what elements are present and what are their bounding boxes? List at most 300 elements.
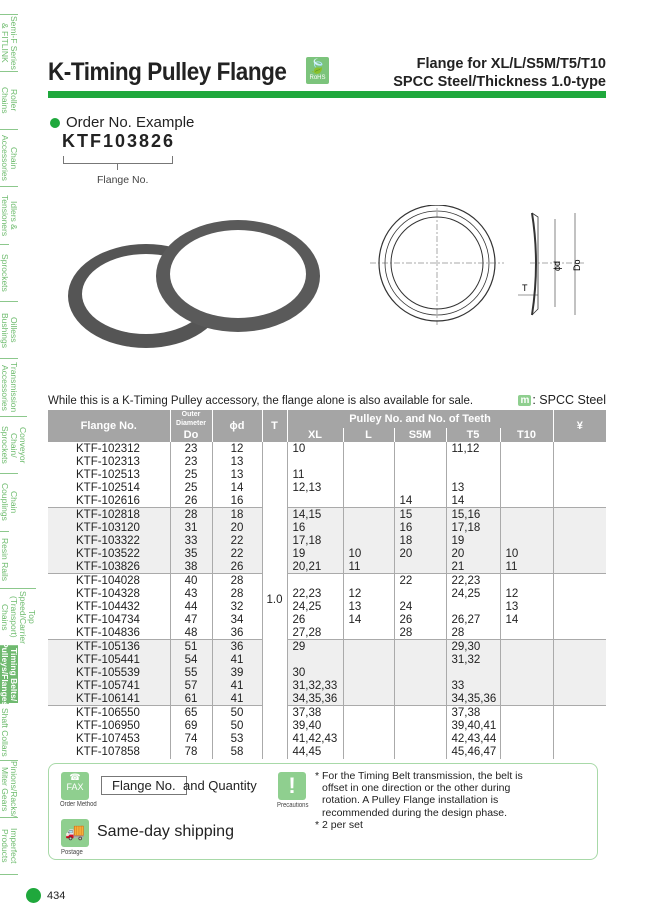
col-outer-diameter-caption: Outer Diameter <box>170 410 212 428</box>
sidebar-tab[interactable]: Conveyor Chain/ Sprockets <box>0 416 27 473</box>
precautions-label: Precautions <box>277 802 309 809</box>
cell-xl: 29 <box>287 640 343 653</box>
table-row <box>48 508 606 521</box>
cell-t10 <box>500 508 553 521</box>
cell-phi-d: 41 <box>212 693 262 706</box>
cell-t5 <box>446 666 500 679</box>
cell-price <box>553 468 606 481</box>
cell-t5: 33 <box>446 679 500 692</box>
page-number: 434 <box>47 889 66 902</box>
table-row <box>48 653 606 666</box>
cell-do: 43 <box>170 587 212 600</box>
cell-xl <box>287 495 343 508</box>
cell-xl: 41,42,43 <box>287 732 343 745</box>
cell-xl: 44,45 <box>287 745 343 758</box>
code-part-label: Flange No. <box>97 174 149 186</box>
cell-t10: 10 <box>500 548 553 561</box>
cell-xl: 22,23 <box>287 587 343 600</box>
cell-xl: 14,15 <box>287 508 343 521</box>
cell-xl <box>287 653 343 666</box>
cell-l <box>343 627 394 640</box>
cell-phi-d: 12 <box>212 442 262 455</box>
cell-price <box>553 442 606 455</box>
material-label: : SPCC Steel <box>532 393 606 407</box>
cell-flange-no: KTF-103522 <box>48 548 170 561</box>
col-price: ¥ <box>553 410 606 442</box>
page-footer <box>26 888 65 903</box>
table-row <box>48 587 606 600</box>
cell-xl <box>287 455 343 468</box>
cell-s5m: 28 <box>394 627 446 640</box>
cell-l <box>343 521 394 534</box>
cell-phi-d: 28 <box>212 574 262 587</box>
cell-flange-no: KTF-104432 <box>76 600 140 613</box>
cell-t5: 13 <box>446 482 500 495</box>
code-bracket-stem <box>117 164 118 170</box>
cell-phi-d: 22 <box>212 534 262 547</box>
cell-t10 <box>500 745 553 758</box>
cell-price <box>553 719 606 732</box>
cell-xl: 34,35,36 <box>287 693 343 706</box>
cell-t5: 31,32 <box>446 653 500 666</box>
postage-label: Postage <box>61 849 83 856</box>
sidebar-tab[interactable]: Shaft Collars <box>0 703 9 760</box>
cell-xl: 31,32,33 <box>287 679 343 692</box>
col-t: T <box>262 410 287 442</box>
cell-do: 25 <box>170 468 212 481</box>
cell-flange-no: KTF-104734 <box>76 614 140 627</box>
cell-l <box>343 693 394 706</box>
cell-price <box>553 455 606 468</box>
cell-xl: 16 <box>287 521 343 534</box>
cell-s5m <box>394 666 446 679</box>
cell-price <box>553 482 606 495</box>
cell-s5m: 15 <box>394 508 446 521</box>
cell-l: 12 <box>343 587 394 600</box>
cell-phi-d: 28 <box>212 587 262 600</box>
table-row <box>48 732 606 745</box>
cell-s5m <box>394 482 446 495</box>
cell-s5m <box>394 640 446 653</box>
cell-s5m <box>394 561 446 574</box>
cell-l <box>343 732 394 745</box>
shipping-text: Same-day shipping <box>97 823 234 840</box>
cell-t5: 15,16 <box>446 508 500 521</box>
table-row <box>48 679 606 692</box>
table-row <box>48 613 606 626</box>
cell-flange-no: KTF-106550 <box>48 706 170 719</box>
cell-l <box>343 468 394 481</box>
cell-do: 61 <box>170 693 212 706</box>
sidebar-tab[interactable]: Top Speed/Carrier (Transport) Chains <box>0 588 36 645</box>
table-row <box>48 521 606 534</box>
cell-phi-d: 20 <box>212 521 262 534</box>
cell-flange-no: KTF-102313 <box>76 455 140 468</box>
cell-t5: 45,46,47 <box>446 745 500 758</box>
cell-t10 <box>500 574 553 587</box>
cell-s5m <box>394 679 446 692</box>
cell-xl: 11 <box>287 468 343 481</box>
cell-price <box>553 640 606 653</box>
col-pulley-group: Pulley No. and No. of Teeth <box>287 410 553 428</box>
cell-do: 55 <box>170 666 212 679</box>
table-row <box>48 666 606 679</box>
subtitle-line-2: SPCC Steel/Thickness 1.0-type <box>393 74 606 90</box>
table-row <box>48 468 606 481</box>
cell-price <box>553 600 606 613</box>
cell-flange-no: KTF-105741 <box>48 679 170 692</box>
cell-phi-d: 36 <box>212 627 262 640</box>
cell-t5 <box>446 455 500 468</box>
order-example-heading <box>50 114 194 131</box>
cell-l: 10 <box>343 548 394 561</box>
cell-price <box>553 732 606 745</box>
cell-phi-d: 34 <box>212 613 262 626</box>
cell-phi-d: 36 <box>212 640 262 653</box>
cell-flange-no: KTF-102312 <box>76 442 140 455</box>
cell-s5m <box>394 442 446 455</box>
cell-phi-d: 18 <box>212 508 262 521</box>
cell-t10 <box>500 653 553 666</box>
cell-do: 78 <box>170 745 212 758</box>
sidebar-tab[interactable]: Chain Accessories <box>0 129 18 186</box>
cell-xl <box>287 574 343 587</box>
cell-t10 <box>500 666 553 679</box>
table-row <box>48 706 606 719</box>
cell-do: 47 <box>170 613 212 626</box>
cell-price <box>553 679 606 692</box>
cell-t5: 28 <box>446 627 500 640</box>
cell-flange-no: KTF-102514 <box>76 482 140 495</box>
cell-do: 26 <box>170 495 212 508</box>
cell-t5: 24,25 <box>446 587 500 600</box>
cell-phi-d: 16 <box>212 495 262 508</box>
cell-l <box>343 719 394 732</box>
cell-t10 <box>500 495 553 508</box>
cell-phi-d: 26 <box>212 561 262 574</box>
cell-l <box>343 745 394 758</box>
sidebar-tab[interactable]: Resin Rails <box>0 531 9 588</box>
col-flange-no: Flange No. <box>48 410 170 442</box>
fax-label: FAX <box>66 782 84 792</box>
cell-do: 54 <box>170 653 212 666</box>
table-row <box>48 600 606 613</box>
cell-l <box>343 508 394 521</box>
cell-t10: 13 <box>500 600 553 613</box>
precaution-note: * 2 per set <box>315 818 363 831</box>
col-s5m: S5M <box>394 428 446 442</box>
col-t5: T5 <box>446 428 500 442</box>
page-subtitle <box>393 55 606 91</box>
section-index-sidebar <box>0 14 40 875</box>
sidebar-tab[interactable]: Transmission Accessories <box>0 358 18 415</box>
cell-xl: 10 <box>287 442 343 455</box>
cell-t10 <box>500 679 553 692</box>
cell-t5: 17,18 <box>446 521 500 534</box>
cell-xl: 20,21 <box>287 561 343 574</box>
cell-do: 28 <box>170 508 212 521</box>
col-t10: T10 <box>500 428 553 442</box>
cell-s5m <box>394 693 446 706</box>
cell-l: 11 <box>343 561 394 574</box>
cell-phi-d: 39 <box>212 666 262 679</box>
order-method-label: Order Method <box>60 801 97 808</box>
sidebar-tab[interactable]: Oilless Bushings <box>0 301 18 358</box>
cell-price <box>553 613 606 626</box>
cell-l <box>343 482 394 495</box>
cell-xl: 12,13 <box>287 482 343 495</box>
cell-price <box>553 666 606 679</box>
cell-price <box>553 693 606 706</box>
cell-t10 <box>500 693 553 706</box>
cell-t10 <box>500 627 553 640</box>
title-divider <box>48 91 606 98</box>
cell-t5: 21 <box>446 561 500 574</box>
flange-ring-right <box>156 220 320 332</box>
cell-do: 23 <box>170 455 212 468</box>
precaution-note-text: 2 per set <box>322 818 363 831</box>
cell-flange-no: KTF-106950 <box>76 719 140 732</box>
col-phi-d: ϕd <box>212 410 262 442</box>
page-dot-icon <box>26 888 41 903</box>
cell-do: 23 <box>170 442 212 455</box>
cell-t: 1.0 <box>262 442 287 759</box>
cell-price <box>553 508 606 521</box>
cell-l <box>343 495 394 508</box>
cell-t10 <box>500 640 553 653</box>
table-row <box>48 442 606 455</box>
sidebar-tab[interactable]: Idlers & Tensioners <box>0 186 18 243</box>
cell-do: 51 <box>170 640 212 653</box>
order-heading-text: Order No. Example <box>66 114 195 131</box>
sidebar-tab[interactable]: Pinions/Racks/ Miter Gears <box>0 761 19 818</box>
cell-t10: 11 <box>500 561 553 574</box>
cell-price <box>553 745 606 758</box>
sidebar-tab[interactable]: Semi-F Series & FITLINK <box>0 14 18 71</box>
material-badge: m <box>520 394 530 406</box>
cell-flange-no: KTF-102513 <box>76 468 140 481</box>
do-label: Do <box>572 259 582 271</box>
cell-t10 <box>500 706 553 719</box>
cell-flange-no: KTF-106141 <box>48 693 170 706</box>
cell-do: 74 <box>170 732 212 745</box>
cell-t5: 37,38 <box>446 706 500 719</box>
rohs-badge <box>306 57 329 84</box>
table-row <box>48 640 606 653</box>
page-title: K-Timing Pulley Flange <box>48 58 287 86</box>
cell-l <box>343 679 394 692</box>
cell-flange-no: KTF-102616 <box>76 495 140 508</box>
cell-do: 40 <box>170 574 212 587</box>
cell-price <box>553 548 606 561</box>
cell-xl: 24,25 <box>287 600 343 613</box>
cell-do: 65 <box>170 706 212 719</box>
cell-flange-no: KTF-103826 <box>48 561 170 574</box>
cell-phi-d: 50 <box>212 706 262 719</box>
cell-s5m <box>394 732 446 745</box>
cell-t10 <box>500 455 553 468</box>
cell-t10 <box>500 732 553 745</box>
cell-xl: 19 <box>287 548 343 561</box>
cell-t5: 42,43,44 <box>446 732 500 745</box>
cell-xl: 30 <box>287 666 343 679</box>
cell-s5m: 22 <box>394 574 446 587</box>
cell-do: 31 <box>170 521 212 534</box>
table-row <box>48 627 606 640</box>
cell-t5: 20 <box>446 548 500 561</box>
sidebar-tab[interactable]: Timing Belts/ Pulleys/Flanges <box>0 642 19 707</box>
cell-l <box>343 534 394 547</box>
table-row <box>48 574 606 587</box>
table-row <box>48 745 606 758</box>
cell-do: 48 <box>170 627 212 640</box>
truck-icon: 🚚 <box>61 819 89 847</box>
cell-xl: 37,38 <box>287 706 343 719</box>
cell-price <box>553 574 606 587</box>
fax-icon: ☎ FAX <box>61 772 89 800</box>
cell-xl: 26 <box>287 613 343 626</box>
flange-spec-table <box>48 410 606 759</box>
cell-do: 25 <box>170 482 212 495</box>
cell-t5 <box>446 600 500 613</box>
cell-price <box>553 587 606 600</box>
col-do: Do <box>170 428 212 442</box>
cell-t5: 19 <box>446 534 500 547</box>
precaution-note-text: For the Timing Belt transmission, the belt is offset in one direction or the other during rotation. A Pulley Flange installation is recommended during the design phase. <box>322 770 523 819</box>
table-row <box>48 482 606 495</box>
sidebar-tab[interactable]: Roller Chains <box>0 71 18 128</box>
cell-t5: 29,30 <box>446 640 500 653</box>
cell-l <box>343 640 394 653</box>
cell-flange-no: KTF-105441 <box>48 653 170 666</box>
cell-flange-no: KTF-107453 <box>76 732 140 745</box>
cell-s5m: 24 <box>394 600 446 613</box>
cell-phi-d: 53 <box>212 732 262 745</box>
cell-phi-d: 41 <box>212 653 262 666</box>
cell-phi-d: 50 <box>212 719 262 732</box>
cell-s5m: 20 <box>394 548 446 561</box>
cell-t5: 26,27 <box>446 613 500 626</box>
cell-s5m <box>394 587 446 600</box>
cell-phi-d: 14 <box>212 482 262 495</box>
cell-phi-d: 32 <box>212 600 262 613</box>
cell-l <box>343 574 394 587</box>
precaution-notes <box>315 770 530 831</box>
table-row <box>48 693 606 706</box>
rohs-label: RoHS <box>309 75 326 81</box>
cell-phi-d: 58 <box>212 745 262 758</box>
material-legend <box>518 393 606 407</box>
cell-s5m <box>394 706 446 719</box>
cell-t10: 14 <box>500 613 553 626</box>
code-bracket <box>63 156 173 164</box>
cell-l: 14 <box>343 613 394 626</box>
availability-note: While this is a K-Timing Pulley accessory, the flange alone is also available for sale. <box>48 395 474 407</box>
sidebar-tab[interactable]: Imperfect Products <box>0 817 18 874</box>
cell-flange-no: KTF-107858 <box>76 745 140 758</box>
bullet-icon <box>50 118 60 128</box>
cell-s5m: 18 <box>394 534 446 547</box>
table-row <box>48 548 606 561</box>
table-row <box>48 455 606 468</box>
cell-t10 <box>500 521 553 534</box>
sidebar-tab[interactable]: Sprockets <box>0 244 9 301</box>
cell-t10: 12 <box>500 587 553 600</box>
cell-l <box>343 706 394 719</box>
col-l: L <box>343 428 394 442</box>
cell-t5: 34,35,36 <box>446 693 500 706</box>
table-row <box>48 719 606 732</box>
cell-s5m <box>394 653 446 666</box>
cell-flange-no: KTF-104836 <box>76 626 140 639</box>
cell-s5m <box>394 719 446 732</box>
cell-do: 38 <box>170 561 212 574</box>
cell-s5m <box>394 468 446 481</box>
table-row <box>48 495 606 508</box>
cell-xl: 17,18 <box>287 534 343 547</box>
cell-price <box>553 521 606 534</box>
cell-s5m <box>394 745 446 758</box>
cell-price <box>553 706 606 719</box>
order-code: KTF103826 <box>62 131 176 151</box>
cell-flange-no: KTF-104028 <box>48 574 170 587</box>
cell-t10 <box>500 442 553 455</box>
cell-phi-d: 22 <box>212 548 262 561</box>
cell-price <box>553 495 606 508</box>
cell-l <box>343 653 394 666</box>
cell-t5: 39,40,41 <box>446 719 500 732</box>
ordering-info-box <box>48 763 598 860</box>
cell-t10 <box>500 719 553 732</box>
cell-flange-no: KTF-103322 <box>48 534 170 547</box>
cell-do: 44 <box>170 600 212 613</box>
cell-s5m: 26 <box>394 613 446 626</box>
cell-s5m: 16 <box>394 521 446 534</box>
phi-d-label: ϕd <box>552 260 562 271</box>
cell-t5: 14 <box>446 495 500 508</box>
precaution-note: * For the Timing Belt transmission, the belt is offset in one direction or the other during rotation. A Pulley Flange installation is recommended during the design phase. <box>315 770 523 819</box>
and-quantity-text: and Quantity <box>183 778 257 793</box>
cell-price <box>553 653 606 666</box>
cell-t5 <box>446 468 500 481</box>
cell-flange-no: KTF-105539 <box>48 666 170 679</box>
cell-xl: 39,40 <box>287 719 343 732</box>
subtitle-line-1: Flange for XL/L/S5M/T5/T10 <box>416 56 606 72</box>
flange-technical-drawing <box>370 205 600 325</box>
table-row <box>48 534 606 547</box>
sidebar-tab[interactable]: Chain Couplings <box>0 473 18 530</box>
flange-photo <box>66 218 326 353</box>
cell-l <box>343 442 394 455</box>
cell-flange-no: KTF-104328 <box>76 587 140 600</box>
cell-do: 69 <box>170 719 212 732</box>
cell-t5: 11,12 <box>446 442 500 455</box>
cell-t10 <box>500 534 553 547</box>
cell-l <box>343 666 394 679</box>
flange-no-box: Flange No. <box>101 776 187 795</box>
t-label: T <box>522 283 528 293</box>
cell-phi-d: 41 <box>212 679 262 692</box>
cell-do: 33 <box>170 534 212 547</box>
cell-price <box>553 561 606 574</box>
cell-flange-no: KTF-103120 <box>48 521 170 534</box>
cell-do: 35 <box>170 548 212 561</box>
leaf-icon: 🍃 <box>308 58 327 74</box>
cell-phi-d: 13 <box>212 468 262 481</box>
exclamation-icon: ! <box>278 772 306 800</box>
cell-price <box>553 534 606 547</box>
cell-s5m <box>394 455 446 468</box>
